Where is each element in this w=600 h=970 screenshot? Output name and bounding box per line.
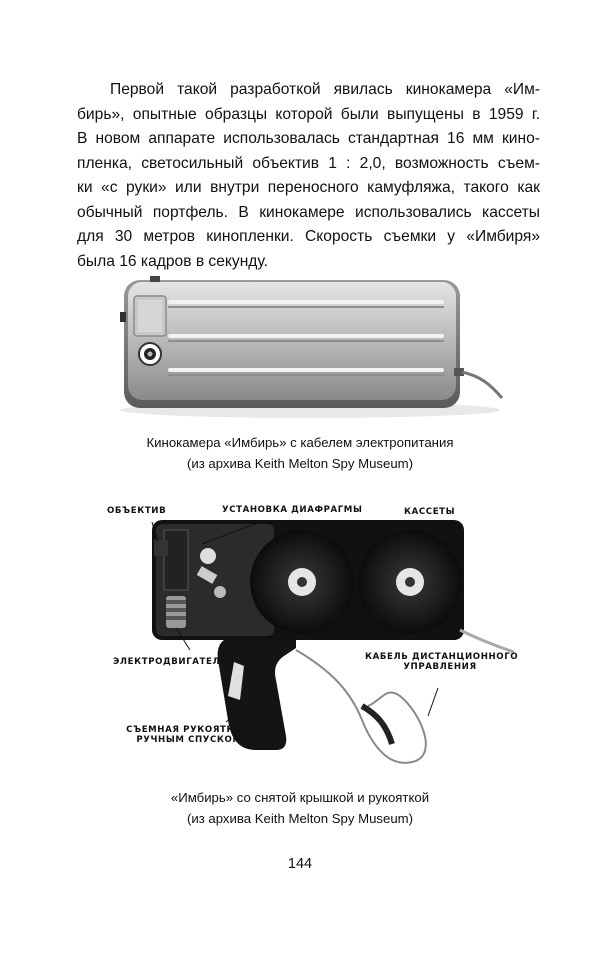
paragraph-line: В новом аппарате использовалась стандартная 16 мм кино- [77,130,540,147]
paragraph-line: ки «с руки» или внутри переносного камуфляжа, такого как [77,179,540,196]
callout-cable [365,652,519,672]
callout-handle-line: РУЧНЫМ СПУСКОМ [136,735,242,745]
caption-source: (из архива Keith Melton Spy Museum) [186,456,414,471]
figure2-caption [0,787,600,829]
paragraph-line: бирь», опытные образцы которой были выпущены в 1959 г. [77,105,540,123]
paragraph-line: была 16 кадров в секунду. [77,252,268,270]
callout-lens: ОБЪЕКТИВ [107,506,167,516]
callout-cable-line: УПРАВЛЕНИЯ [403,662,477,672]
paragraph-line: для 30 метров кинопленки. Скорость съемки у «Имбиря» [77,228,540,245]
caption-source: (из архива Keith Melton Spy Museum) [186,811,414,826]
caption-line: Кинокамера «Имбирь» с кабелем электропитания [146,435,454,450]
body-paragraph [77,78,540,274]
caption-line: «Имбирь» со снятой крышкой и рукояткой [170,790,430,805]
callout-handle [124,725,254,745]
camera-closed-photo [110,272,510,422]
callout-cassettes: КАССЕТЫ [404,507,456,517]
page-number: 144 [287,856,313,872]
callout-aperture: УСТАНОВКА ДИАФРАГМЫ [222,505,363,515]
figure1-caption [0,432,600,474]
callout-cable-line: КАБЕЛЬ ДИСТАНЦИОННОГО [365,652,519,662]
paragraph-line: пленка, светосильный объектив 1 : 2,0, возможность съем- [77,154,540,172]
callout-handle-line: СЪЕМНАЯ РУКОЯТКА С [126,725,252,735]
callout-motor: ЭЛЕКТРОДВИГАТЕЛЬ [113,657,228,667]
paragraph-line: обычный портфель. В кинокамере использовались кассеты [77,203,540,221]
paragraph-line: Первой такой разработкой явилась кинокамера «Им- [110,81,540,98]
